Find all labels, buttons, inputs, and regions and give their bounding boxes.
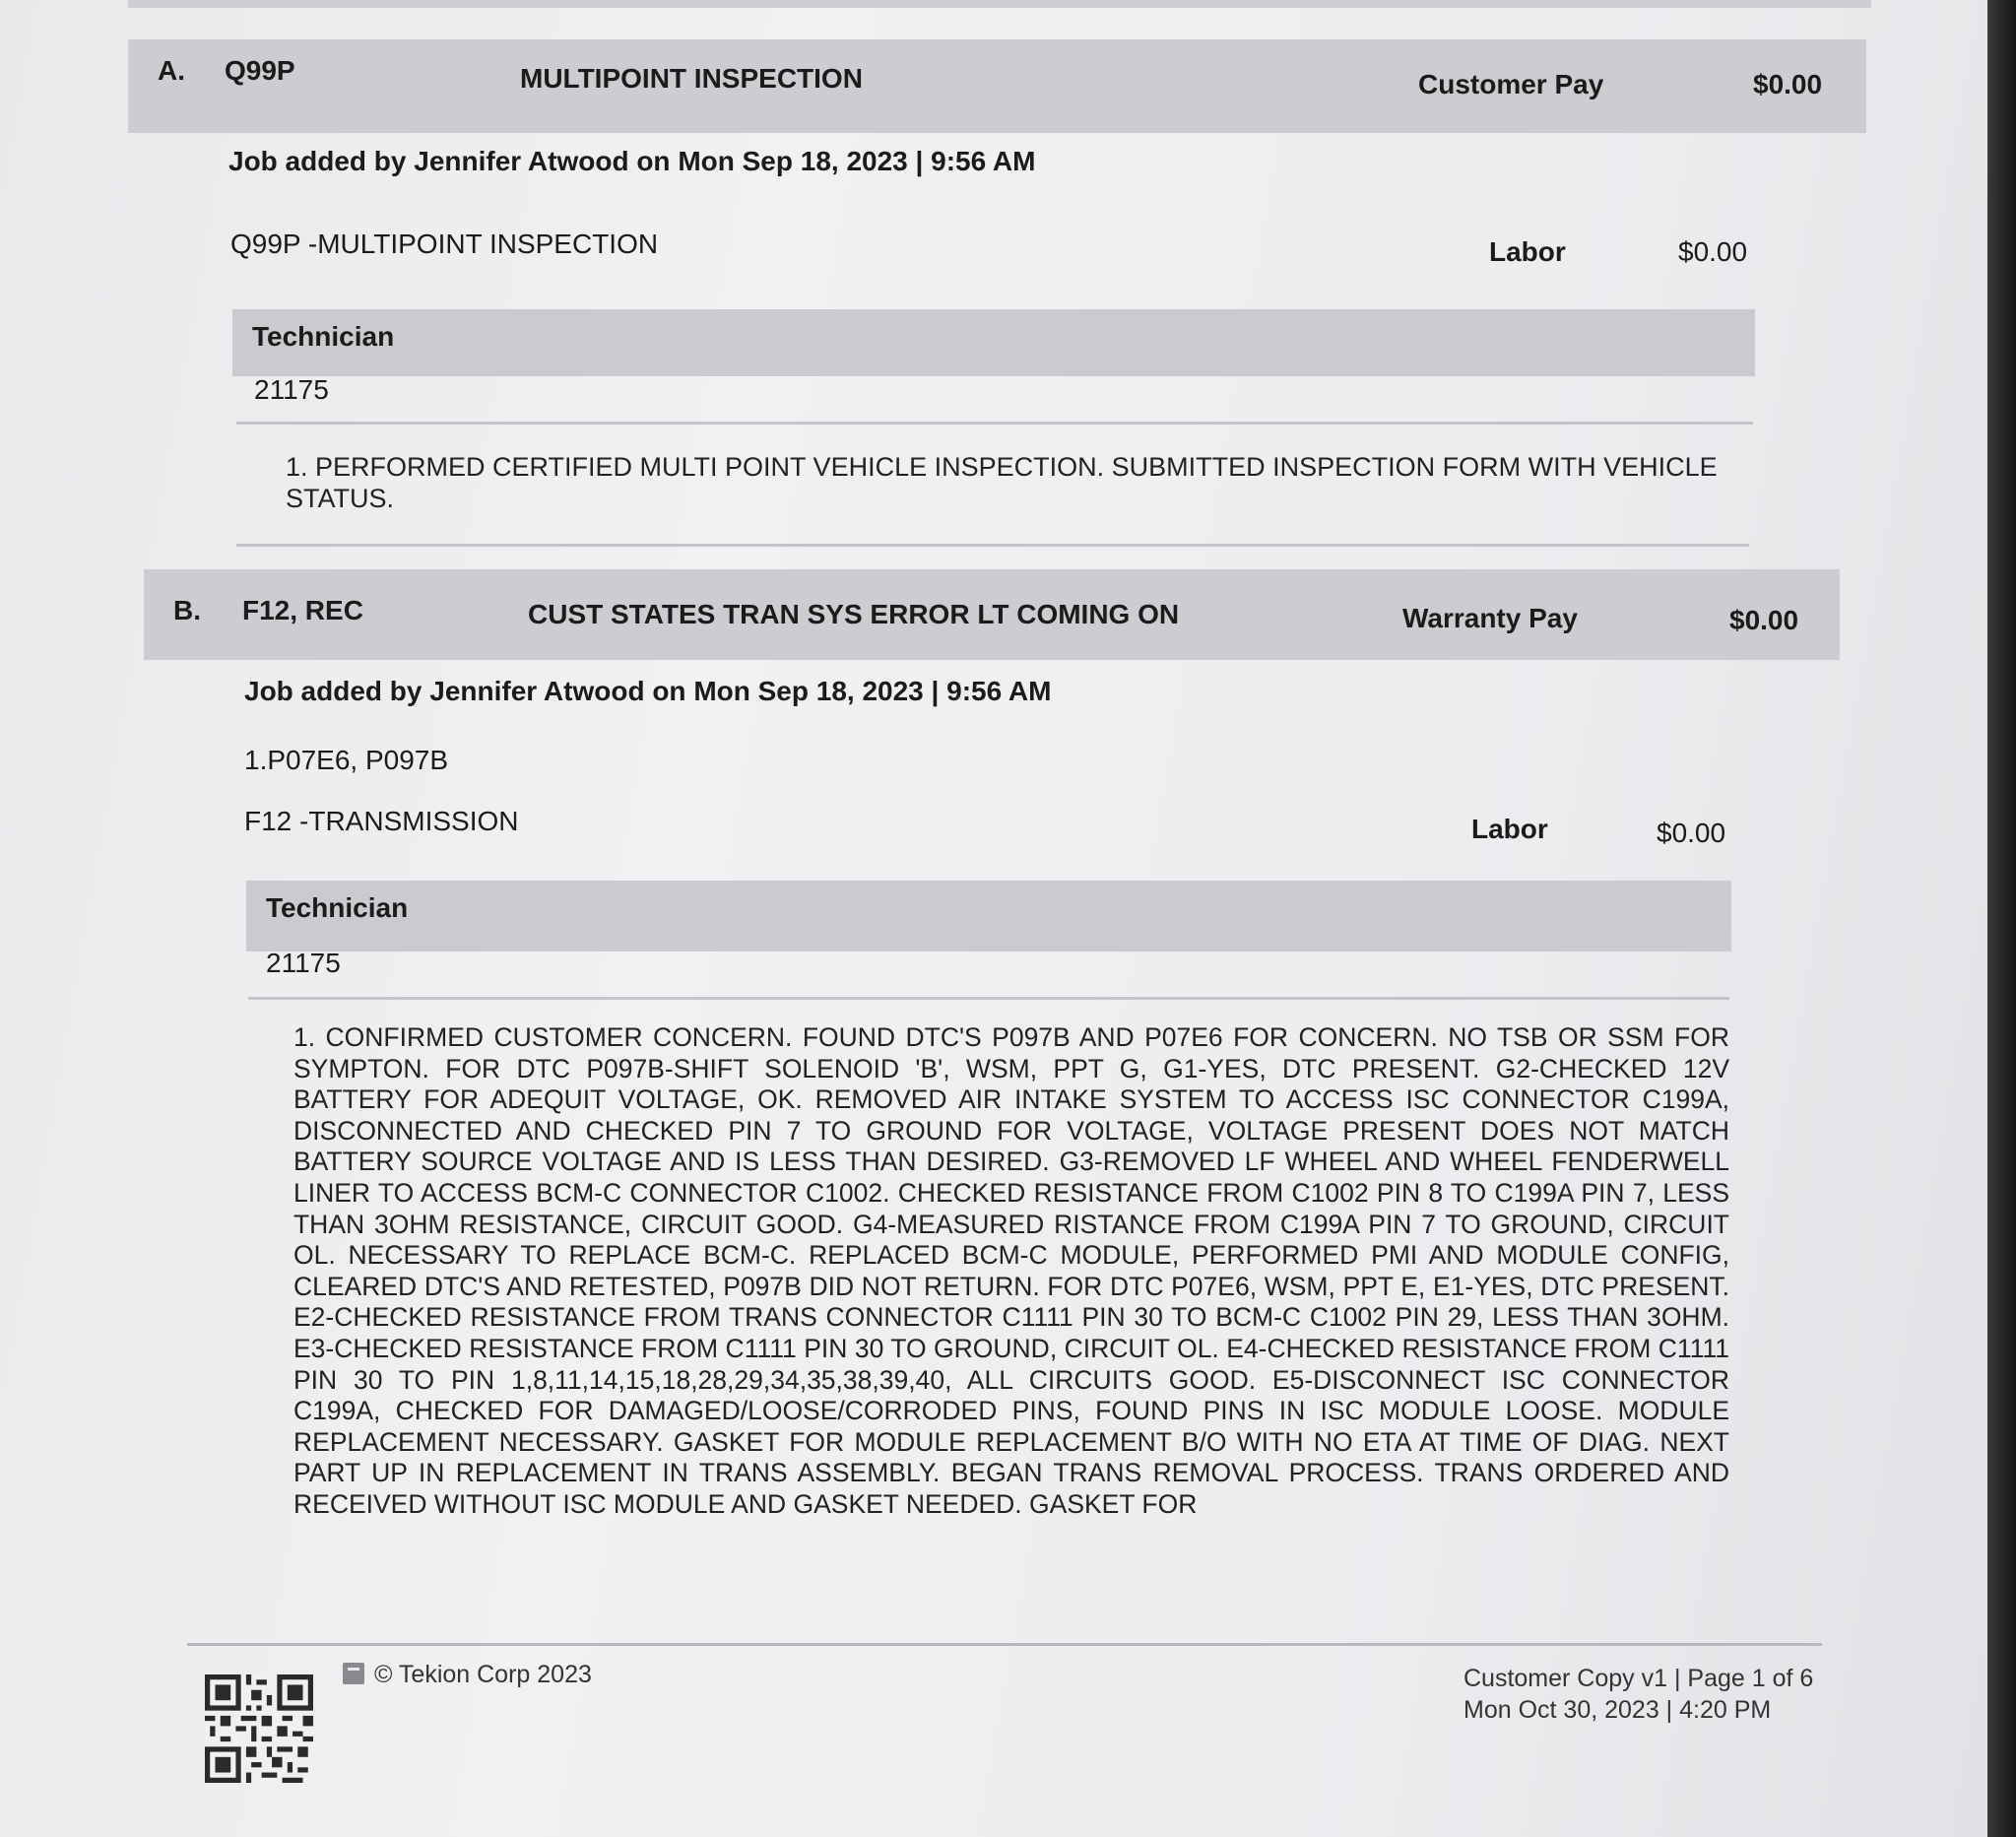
job-amount: $0.00 [1753,69,1823,99]
footer-divider [187,1643,1822,1646]
pay-type: Warranty Pay [1402,603,1578,633]
job-a-header [128,39,1866,133]
qr-code-icon [205,1674,313,1783]
tech-notes: 1. CONFIRMED CUSTOMER CONCERN. FOUND DTC'S P097B AND P07E6 FOR CONCERN. NO TSB OR SSM FOR SYMPTON. FOR DTC P097B-SHIFT SOLENOID 'B', WSM, PPT G, G1-YES, DTC PRESENT. G2-CHECKED 12V BATTERY FOR ADEQUIT VOLTAGE, OK. REMOVED AIR INTAKE SYSTEM TO ACCESS ISC CONNECTOR C199A, DISCONNECTED AND CHECKED PIN 7 TO GROUND FOR VOLTAGE, VOLTAGE PRESENT DOES NOT MATCH BATTERY SOURCE VOLTAGE AND IS LESS THAN DESIRED. G3-REMOVED LF WHEEL AND WHEEL FENDERWELL LINER TO ACCESS BCM-C CONNECTOR C1002. CHECKED RESISTANCE FROM C1002 PIN 8 TO C199A PIN 7, LESS THAN 3OHM RESISTANCE, CIRCUIT GOOD. G4-MEASURED RISTANCE FROM C199A PIN 7 TO GROUND, CIRCUIT OL. NECESSARY TO REPLACE BCM-C. REPLACED BCM-C MODULE, PERFORMED PMI AND MODULE CONFIG, CLEARED DTC'S AND RETESTED, P097B DID NOT RETURN. FOR DTC P07E6, WSM, PPT E, E1-YES, DTC PRESENT. E2-CHECKED RESISTANCE FROM TRANS CONNECTOR C1111 PIN 30 TO BCM-C C1002 PIN 29, LESS THAN 3OHM. E3-CHECKED RESISTANCE FROM C1111 PIN 30 TO GROUND, CIRCUIT OL. E4-CHECKED RESISTANCE FROM C1111 PIN 30 TO PIN 1,8,11,14,15,18,28,29,34,35,38,39,40, ALL CIRCUITS GOOD. E5-DISCONNECT ISC CONNECTOR C199A, CHECKED FOR DAMAGED/LOOSE/CORRODED PINS, FOUND PINS IN ISC MODULE LOOSE. MODULE REPLACEMENT NECESSARY. GASKET FOR MODULE REPLACEMENT B/O WITH NO ETA AT TIME OF DIAG. NEXT PART UP IN REPLACEMENT IN TRANS ASSEMBLY. BEGAN TRANS REMOVAL PROCESS. TRANS ORDERED AND RECEIVED WITHOUT ISC MODULE AND GASKET NEEDED. GASKET FOR [293,1022,1729,1519]
technician-id: 21175 [266,948,341,978]
job-code: F12, REC [242,595,363,625]
technician-header-label: Technician [266,892,409,923]
operation-line: F12 -TRANSMISSION [244,806,519,836]
technician-header-label: Technician [252,321,395,352]
top-divider [128,0,1871,8]
job-title: CUST STATES TRAN SYS ERROR LT COMING ON [528,599,1180,629]
technician-header [246,881,1731,951]
background-edge [1987,0,2016,1837]
technician-divider [248,997,1729,1000]
job-b-header [144,569,1840,660]
job-added-by: Job added by Jennifer Atwood on Mon Sep 18, 2023 | 9:56 AM [228,146,1036,176]
pay-type: Customer Pay [1418,69,1604,99]
labor-amount: $0.00 [1657,818,1726,848]
labor-label: Labor [1471,814,1548,844]
technician-id: 21175 [254,374,329,405]
job-title: MULTIPOINT INSPECTION [520,63,863,94]
job-amount: $0.00 [1729,605,1799,635]
technician-divider [236,422,1753,425]
notes-divider [236,544,1749,547]
job-code: Q99P [225,55,295,86]
labor-amount: $0.00 [1678,236,1748,267]
tekion-logo-icon [343,1663,364,1684]
job-letter: B. [173,595,201,625]
diagnostic-codes: 1.P07E6, P097B [244,745,449,775]
copy-info: Customer Copy v1 | Page 1 of 6 [1463,1665,1814,1692]
job-added-by: Job added by Jennifer Atwood on Mon Sep 18, 2023 | 9:56 AM [244,676,1052,706]
copyright: © Tekion Corp 2023 [374,1661,592,1688]
technician-header [232,309,1755,376]
tech-notes: 1. PERFORMED CERTIFIED MULTI POINT VEHICLE INSPECTION. SUBMITTED INSPECTION FORM WITH VEHICLE STATUS. [286,452,1718,513]
job-letter: A. [158,55,185,86]
operation-line: Q99P -MULTIPOINT INSPECTION [230,229,659,259]
printed-timestamp: Mon Oct 30, 2023 | 4:20 PM [1463,1696,1772,1724]
labor-label: Labor [1489,236,1566,267]
